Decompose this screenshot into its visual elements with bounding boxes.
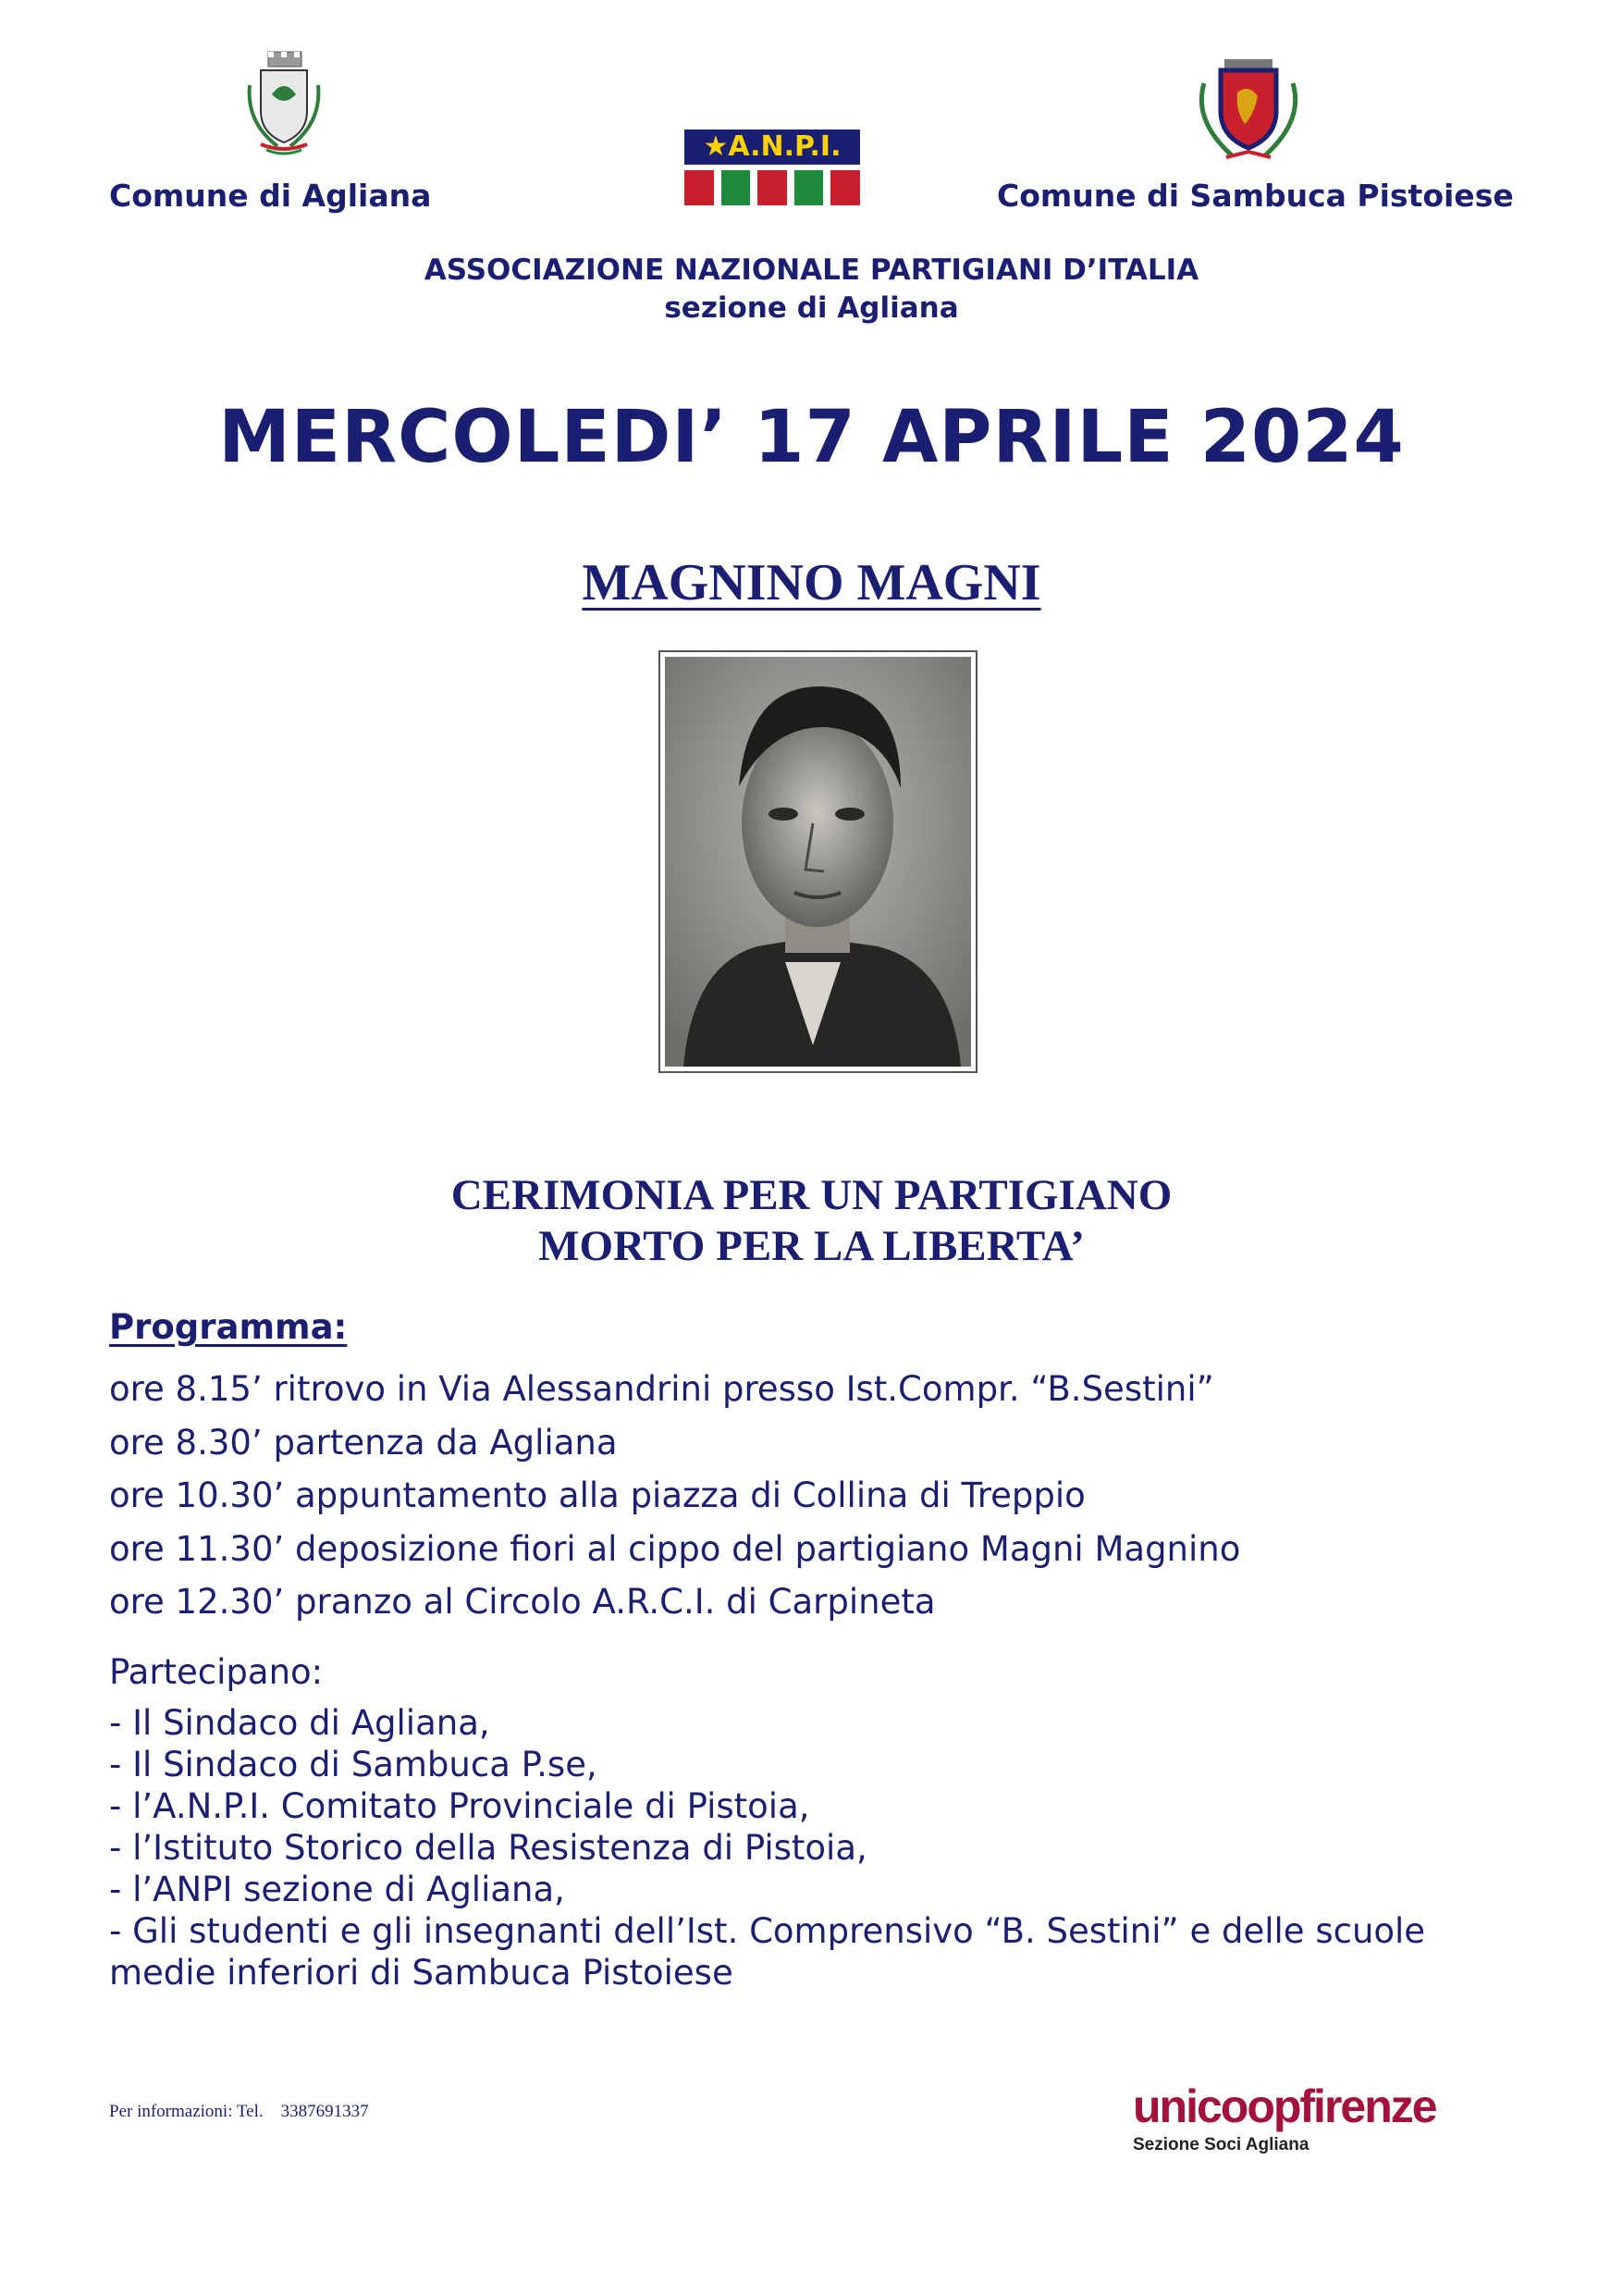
- ceremony-title: [0, 1170, 1623, 1272]
- ceremony-line-2: MORTO PER LA LIBERTA’: [538, 1222, 1085, 1270]
- participants-heading: Partecipano:: [109, 1652, 324, 1692]
- ceremony-line-1: CERIMONIA PER UN PARTIGIANO: [450, 1171, 1173, 1219]
- participant-item: - Il Sindaco di Agliana,: [109, 1703, 490, 1743]
- association-section: sezione di Agliana: [664, 291, 959, 325]
- sponsor-name: unicoopfirenze: [1133, 2080, 1436, 2132]
- anpi-logo-text: ★A.N.P.I.: [684, 130, 860, 165]
- participant-item: - l’Istituto Storico della Resistenza di Pistoia,: [109, 1828, 867, 1868]
- honoree-name: [0, 553, 1623, 612]
- event-date: MERCOLEDI’ 17 APRILE 2024: [218, 396, 1405, 479]
- sponsor-subtitle: Sezione Soci Agliana: [1133, 2135, 1309, 2154]
- programme-item: ore 12.30’ pranzo al Circolo A.R.C.I. di Carpineta: [109, 1582, 936, 1622]
- contact-info: Per informazioni: Tel. 3387691337: [109, 2102, 369, 2121]
- participant-item: - Gli studenti e gli insegnanti dell’Ist. Comprensivo “B. Sestini” e delle scuole medie inferiori di Sambuca Pistoiese: [109, 1911, 1426, 1993]
- programme-item: ore 8.15’ ritrovo in Via Alessandrini presso Ist.Compr. “B.Sestini”: [109, 1369, 1214, 1409]
- participant-item: - l’A.N.P.I. Comitato Provinciale di Pistoia,: [109, 1786, 810, 1826]
- sponsor-logo: [1133, 2080, 1466, 2155]
- participant-item: - l’ANPI sezione di Agliana,: [109, 1870, 565, 1909]
- agliana-label: Comune di Agliana: [109, 178, 432, 214]
- portrait-image: [665, 657, 971, 1067]
- agliana-crest-icon: [240, 48, 328, 167]
- programme-item: ore 11.30’ deposizione fiori al cippo del partigiano Magni Magnino: [109, 1528, 1241, 1569]
- italian-flag-stripes: [684, 170, 860, 205]
- honoree-name-text: MAGNINO MAGNI: [582, 554, 1041, 611]
- anpi-logo: [684, 130, 860, 207]
- programme-item: ore 10.30’ appuntamento alla piazza di Collina di Treppio: [109, 1475, 1086, 1515]
- programme-heading: Programma:: [109, 1307, 348, 1347]
- association-block: [0, 252, 1623, 327]
- association-name: ASSOCIAZIONE NAZIONALE PARTIGIANI D’ITALIA: [424, 253, 1199, 287]
- programme-item: ore 8.30’ partenza da Agliana: [109, 1422, 618, 1463]
- participants-list: [109, 1702, 1496, 1994]
- sambuca-crest-icon: [1184, 56, 1313, 167]
- sambuca-label: Comune di Sambuca Pistoiese: [997, 178, 1514, 214]
- portrait-photo: [658, 650, 977, 1073]
- programme-list: [109, 1363, 1240, 1629]
- participant-item: - Il Sindaco di Sambuca P.se,: [109, 1745, 597, 1784]
